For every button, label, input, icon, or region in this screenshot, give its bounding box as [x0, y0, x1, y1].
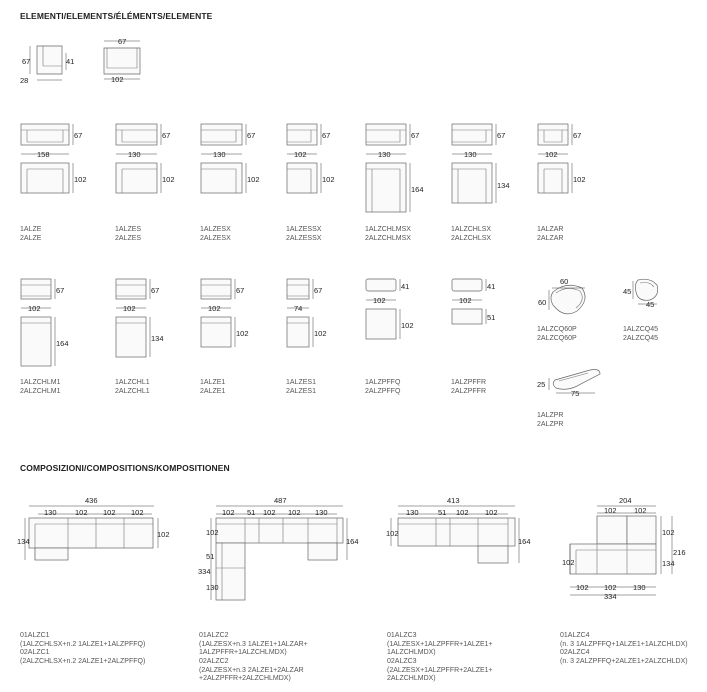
element-alze1	[201, 279, 249, 347]
dim-label: 102	[208, 304, 221, 313]
dim-label: 102	[576, 583, 589, 592]
dim-label: 130	[378, 150, 391, 159]
dim-label: 102	[111, 75, 124, 84]
dim-label: 130	[406, 508, 419, 517]
dim-label: 51	[487, 313, 496, 322]
dim-label: 102	[604, 583, 617, 592]
dim-label: 102	[103, 508, 116, 517]
element-alzchl1	[116, 279, 164, 357]
dim-label: 60	[538, 298, 547, 307]
dim-label: 67	[573, 131, 582, 140]
element-alzessx	[287, 124, 335, 193]
dim-label: 60	[560, 277, 569, 286]
dim-label: 67	[118, 37, 127, 46]
dim-label: 130	[213, 150, 226, 159]
dim-label: 134	[17, 537, 30, 546]
dim-label: 67	[411, 131, 420, 140]
dim-label: 67	[56, 286, 65, 295]
element-label-alzcq60p: 1ALZCQ60P 2ALZCQ60P	[537, 326, 577, 342]
composition-label-c2: 01ALZC2 (1ALZESX+n.3 1ALZE1+1ALZAR+ 1ALZPFFR+1ALZCHLMDX) 02ALZC2 (2ALZESX+n.3 2ALZE1+2ALZAR +2ALZPFFR+2ALZCHLMDX)	[199, 632, 308, 683]
dim-label: 102	[459, 296, 472, 305]
dim-label: 130	[128, 150, 141, 159]
dim-label: 67	[151, 286, 160, 295]
dim-label: 67	[236, 286, 245, 295]
dim-label: 134	[497, 181, 510, 190]
dim-label: 164	[56, 339, 69, 348]
dim-label: 102	[74, 175, 87, 184]
dim-label: 102	[236, 329, 249, 338]
composition-c2	[198, 496, 359, 600]
elements-heading: ELEMENTI/ELEMENTS/ÉLÉMENTS/ELEMENTE	[20, 11, 213, 21]
element-label-alzchl1: 1ALZCHL1 2ALZCHL1	[115, 379, 150, 395]
dim-label: 41	[401, 282, 410, 291]
element-alzesx	[201, 124, 260, 193]
dim-label: 67	[314, 286, 323, 295]
dim-label: 102	[247, 175, 260, 184]
compositions-heading: COMPOSIZIONI/COMPOSITIONS/KOMPOSITIONEN	[20, 463, 230, 473]
element-label-alze: 1ALZE 2ALZE	[20, 226, 42, 242]
dim-label: 102	[123, 304, 136, 313]
dim-label: 158	[37, 150, 50, 159]
dim-label: 75	[571, 389, 580, 398]
dim-label: 102	[157, 530, 170, 539]
armrest-element	[20, 46, 74, 85]
dim-label: 413	[447, 496, 460, 505]
dim-label: 102	[294, 150, 307, 159]
dim-label: 134	[662, 559, 675, 568]
dim-label: 130	[44, 508, 57, 517]
composition-c1	[17, 496, 170, 560]
dim-label: 164	[518, 537, 531, 546]
element-label-alzchlsx: 1ALZCHLSX 2ALZCHLSX	[451, 226, 492, 242]
element-alzchlsx	[452, 124, 510, 203]
element-alzpffq	[366, 279, 414, 339]
dim-label: 102	[28, 304, 41, 313]
dim-label: 164	[346, 537, 359, 546]
dim-label: 102	[386, 529, 399, 538]
element-label-alzessx: 1ALZESSX 2ALZESSX	[286, 226, 322, 242]
dim-label: 102	[562, 558, 575, 567]
element-label-alzar: 1ALZAR 2ALZAR	[537, 226, 564, 242]
dim-label: 51	[438, 508, 447, 517]
dim-label: 67	[162, 131, 171, 140]
element-alzpffr	[452, 279, 495, 324]
element-alze	[21, 124, 87, 193]
element-alzchlm1	[21, 279, 69, 366]
element-label-alzcq45: 1ALZCQ45 2ALZCQ45	[623, 326, 659, 342]
element-alzes1	[287, 279, 327, 347]
dim-label: 67	[497, 131, 506, 140]
dim-label: 130	[633, 583, 646, 592]
dim-label: 102	[373, 296, 386, 305]
dim-label: 67	[247, 131, 256, 140]
composition-label-c3: 01ALZC3 (1ALZESX+1ALZPFFR+1ALZE1+ 1ALZCHLMDX) 02ALZC3 (2ALZESX+1ALZPFFR+2ALZE1+ 2ALZCHLMDX)	[387, 632, 493, 683]
dim-label: 487	[274, 496, 287, 505]
element-alzes	[116, 124, 175, 193]
dim-label: 102	[662, 528, 675, 537]
dim-label: 134	[151, 334, 164, 343]
dim-label: 67	[322, 131, 331, 140]
composition-label-c1: 01ALZC1 (1ALZCHLSX+n.2 1ALZE1+1ALZPFFQ) 02ALZC1 (2ALZCHLSX+n.2 2ALZE1+2ALZPFFQ)	[20, 632, 146, 665]
dim-label: 102	[604, 506, 617, 515]
back-element	[104, 37, 140, 84]
dim-label: 102	[131, 508, 144, 517]
dim-label: 102	[322, 175, 335, 184]
dim-label: 45	[646, 300, 655, 309]
dim-label: 102	[75, 508, 88, 517]
dim-label: 25	[537, 380, 546, 389]
dim-label: 102	[314, 329, 327, 338]
dim-label: 334	[198, 567, 211, 576]
element-alzpr	[537, 370, 600, 399]
composition-c3	[386, 496, 531, 563]
dim-label: 102	[456, 508, 469, 517]
element-label-alze1: 1ALZE1 2ALZE1	[200, 379, 226, 395]
dim-label: 102	[573, 175, 586, 184]
dim-label: 130	[464, 150, 477, 159]
element-label-alzpr: 1ALZPR 2ALZPR	[537, 412, 564, 428]
element-label-alzes1: 1ALZES1 2ALZES1	[286, 379, 316, 395]
element-alzcq45	[623, 279, 658, 309]
dim-label: 74	[294, 304, 303, 313]
dim-label: 67	[22, 57, 31, 66]
element-alzchlmsx	[366, 124, 424, 212]
composition-c4	[562, 496, 686, 601]
element-label-alzchlmsx: 1ALZCHLMSX 2ALZCHLMSX	[365, 226, 411, 242]
dim-label: 102	[222, 508, 235, 517]
element-label-alzchlm1: 1ALZCHLM1 2ALZCHLM1	[20, 379, 61, 395]
dim-label: 130	[206, 583, 219, 592]
dim-label: 28	[20, 76, 29, 85]
dim-label: 102	[485, 508, 498, 517]
dim-label: 164	[411, 185, 424, 194]
dim-label: 102	[263, 508, 276, 517]
dim-label: 102	[206, 528, 219, 537]
composition-label-c4: 01ALZC4 (n. 3 1ALZPFFQ+1ALZE1+1ALZCHLDX) 02ALZC4 (n. 3 2ALZPFFQ+2ALZE1+2ALZCHLDX)	[560, 632, 688, 665]
element-label-alzpffq: 1ALZPFFQ 2ALZPFFQ	[365, 379, 401, 395]
dim-label: 102	[401, 321, 414, 330]
element-label-alzes: 1ALZES 2ALZES	[115, 226, 142, 242]
element-alzcq60p	[538, 277, 585, 314]
element-label-alzesx: 1ALZESX 2ALZESX	[200, 226, 231, 242]
dim-label: 216	[673, 548, 686, 557]
element-label-alzpffr: 1ALZPFFR 2ALZPFFR	[451, 379, 487, 395]
dim-label: 334	[604, 592, 617, 601]
dim-label: 41	[66, 57, 75, 66]
dim-label: 436	[85, 496, 98, 505]
dim-label: 67	[74, 131, 83, 140]
dim-label: 204	[619, 496, 632, 505]
dim-label: 45	[623, 287, 632, 296]
element-alzar	[538, 124, 586, 193]
dim-label: 51	[247, 508, 256, 517]
dim-label: 102	[288, 508, 301, 517]
dim-label: 51	[206, 552, 215, 561]
dim-label: 41	[487, 282, 496, 291]
dim-label: 102	[634, 506, 647, 515]
dim-label: 102	[545, 150, 558, 159]
dim-label: 130	[315, 508, 328, 517]
dim-label: 102	[162, 175, 175, 184]
